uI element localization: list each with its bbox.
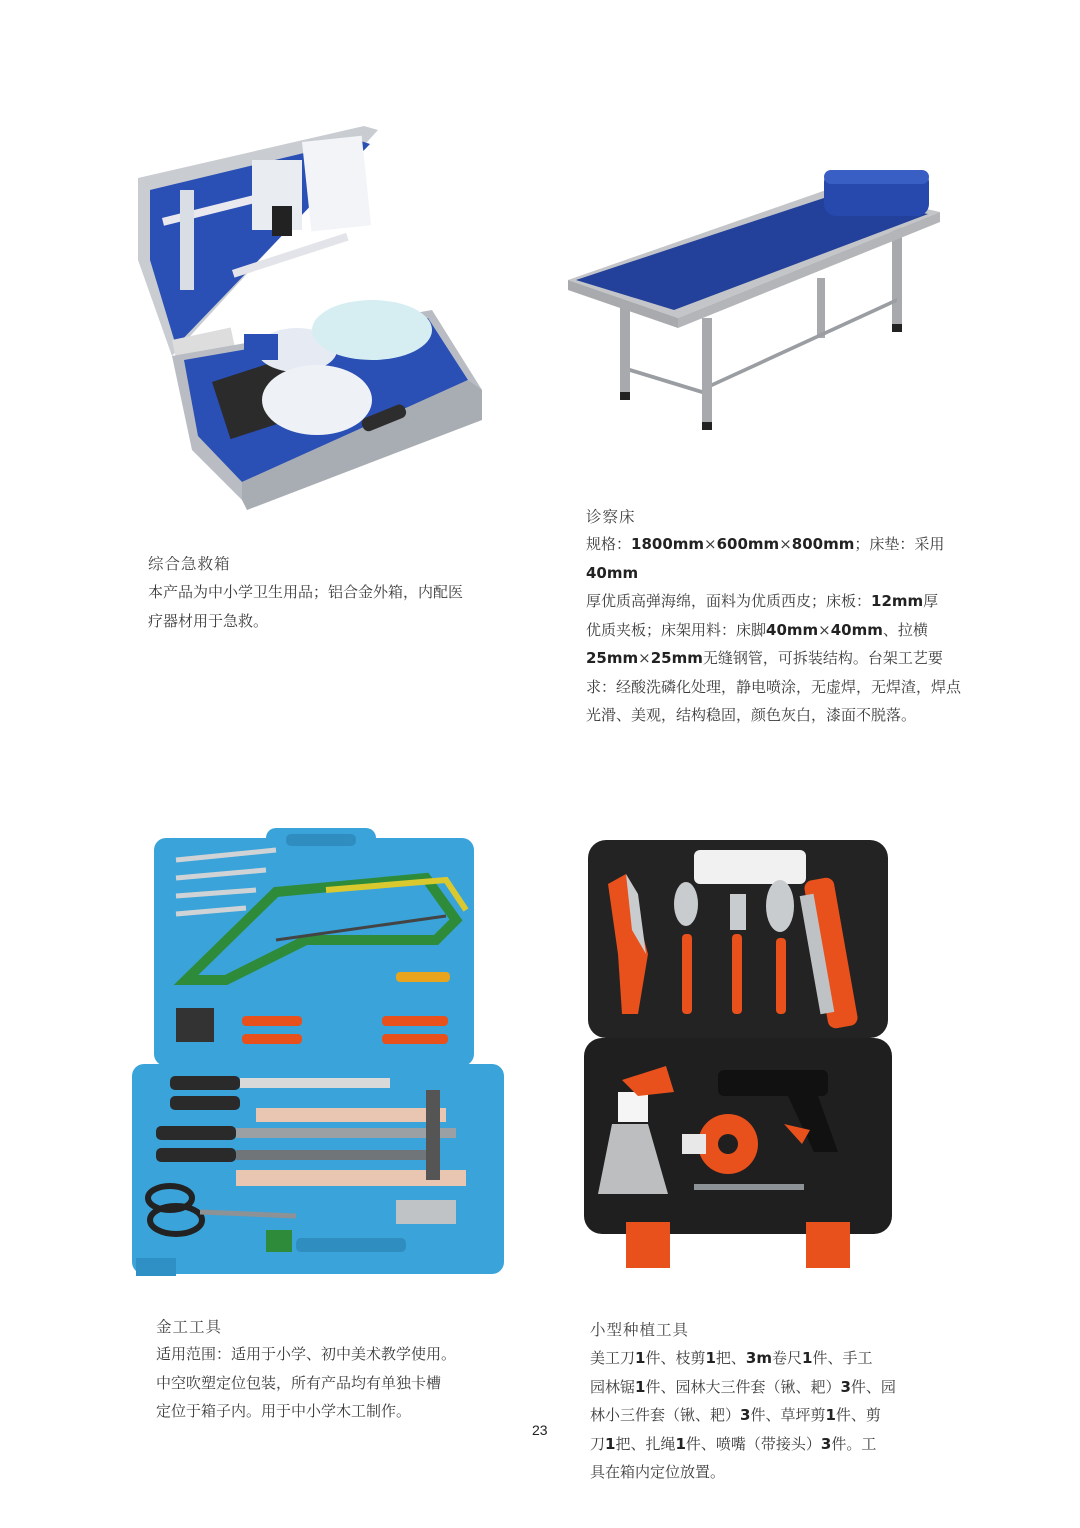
description-line: 园林锯1件、园林大三件套（锹、耙）3件、园	[590, 1377, 896, 1396]
page-number: 23	[532, 1422, 548, 1438]
gardening-toolkit-title: 小型种植工具	[590, 1321, 690, 1339]
description-line: 疗器材用于急救。	[148, 611, 269, 630]
first-aid-kit-title: 综合急救箱	[148, 555, 231, 573]
description-line: 光滑、美观，结构稳固，颜色灰白，漆面不脱落。	[586, 706, 917, 724]
description-line: 美工刀1件、枝剪1把、3m卷尺1件、手工	[590, 1349, 873, 1367]
description-line: 林小三件套（锹、耙）3件、草坪剪1件、剪	[590, 1406, 881, 1424]
description-line: 规格：1800mm×600mm×800mm；床垫：采用40mm	[586, 535, 945, 582]
description-line: 具在箱内定位放置。	[590, 1463, 726, 1481]
description-line: 本产品为中小学卫生用品；铝合金外箱，内配医	[148, 583, 464, 601]
description-line: 刀1把、扎绳1件、喷嘴（带接头）3件。工	[590, 1434, 877, 1453]
description-line: 适用范围：适用于小学、初中美术教学使用。	[156, 1345, 457, 1363]
examination-bed-image	[562, 168, 942, 438]
description-line: 定位于箱子内。用于中小学木工制作。	[156, 1402, 412, 1420]
examination-bed-title: 诊察床	[586, 508, 636, 526]
first-aid-kit-description	[148, 578, 508, 635]
examination-bed-description	[586, 530, 976, 730]
gardening-toolkit-image	[578, 834, 898, 1274]
metalwork-toolkit-description	[156, 1340, 516, 1426]
description-line: 优质夹板；床架用料：床脚40mm×40mm、拉横	[586, 620, 928, 639]
description-line: 求：经酸洗磷化处理，静电喷涂，无虚焊，无焊渣，焊点	[586, 677, 962, 696]
metalwork-toolkit-title: 金工工具	[156, 1318, 223, 1336]
gardening-toolkit-description	[590, 1344, 920, 1487]
description-line: 25mm×25mm无缝钢管，可拆装结构。台架工艺要	[586, 649, 943, 667]
first-aid-kit-image	[132, 120, 492, 510]
description-line: 厚优质高弹海绵，面料为优质西皮；床板：12mm厚	[586, 592, 939, 610]
description-line: 中空吹塑定位包装，所有产品均有单独卡槽	[156, 1373, 442, 1392]
metalwork-toolkit-image	[126, 820, 506, 1280]
